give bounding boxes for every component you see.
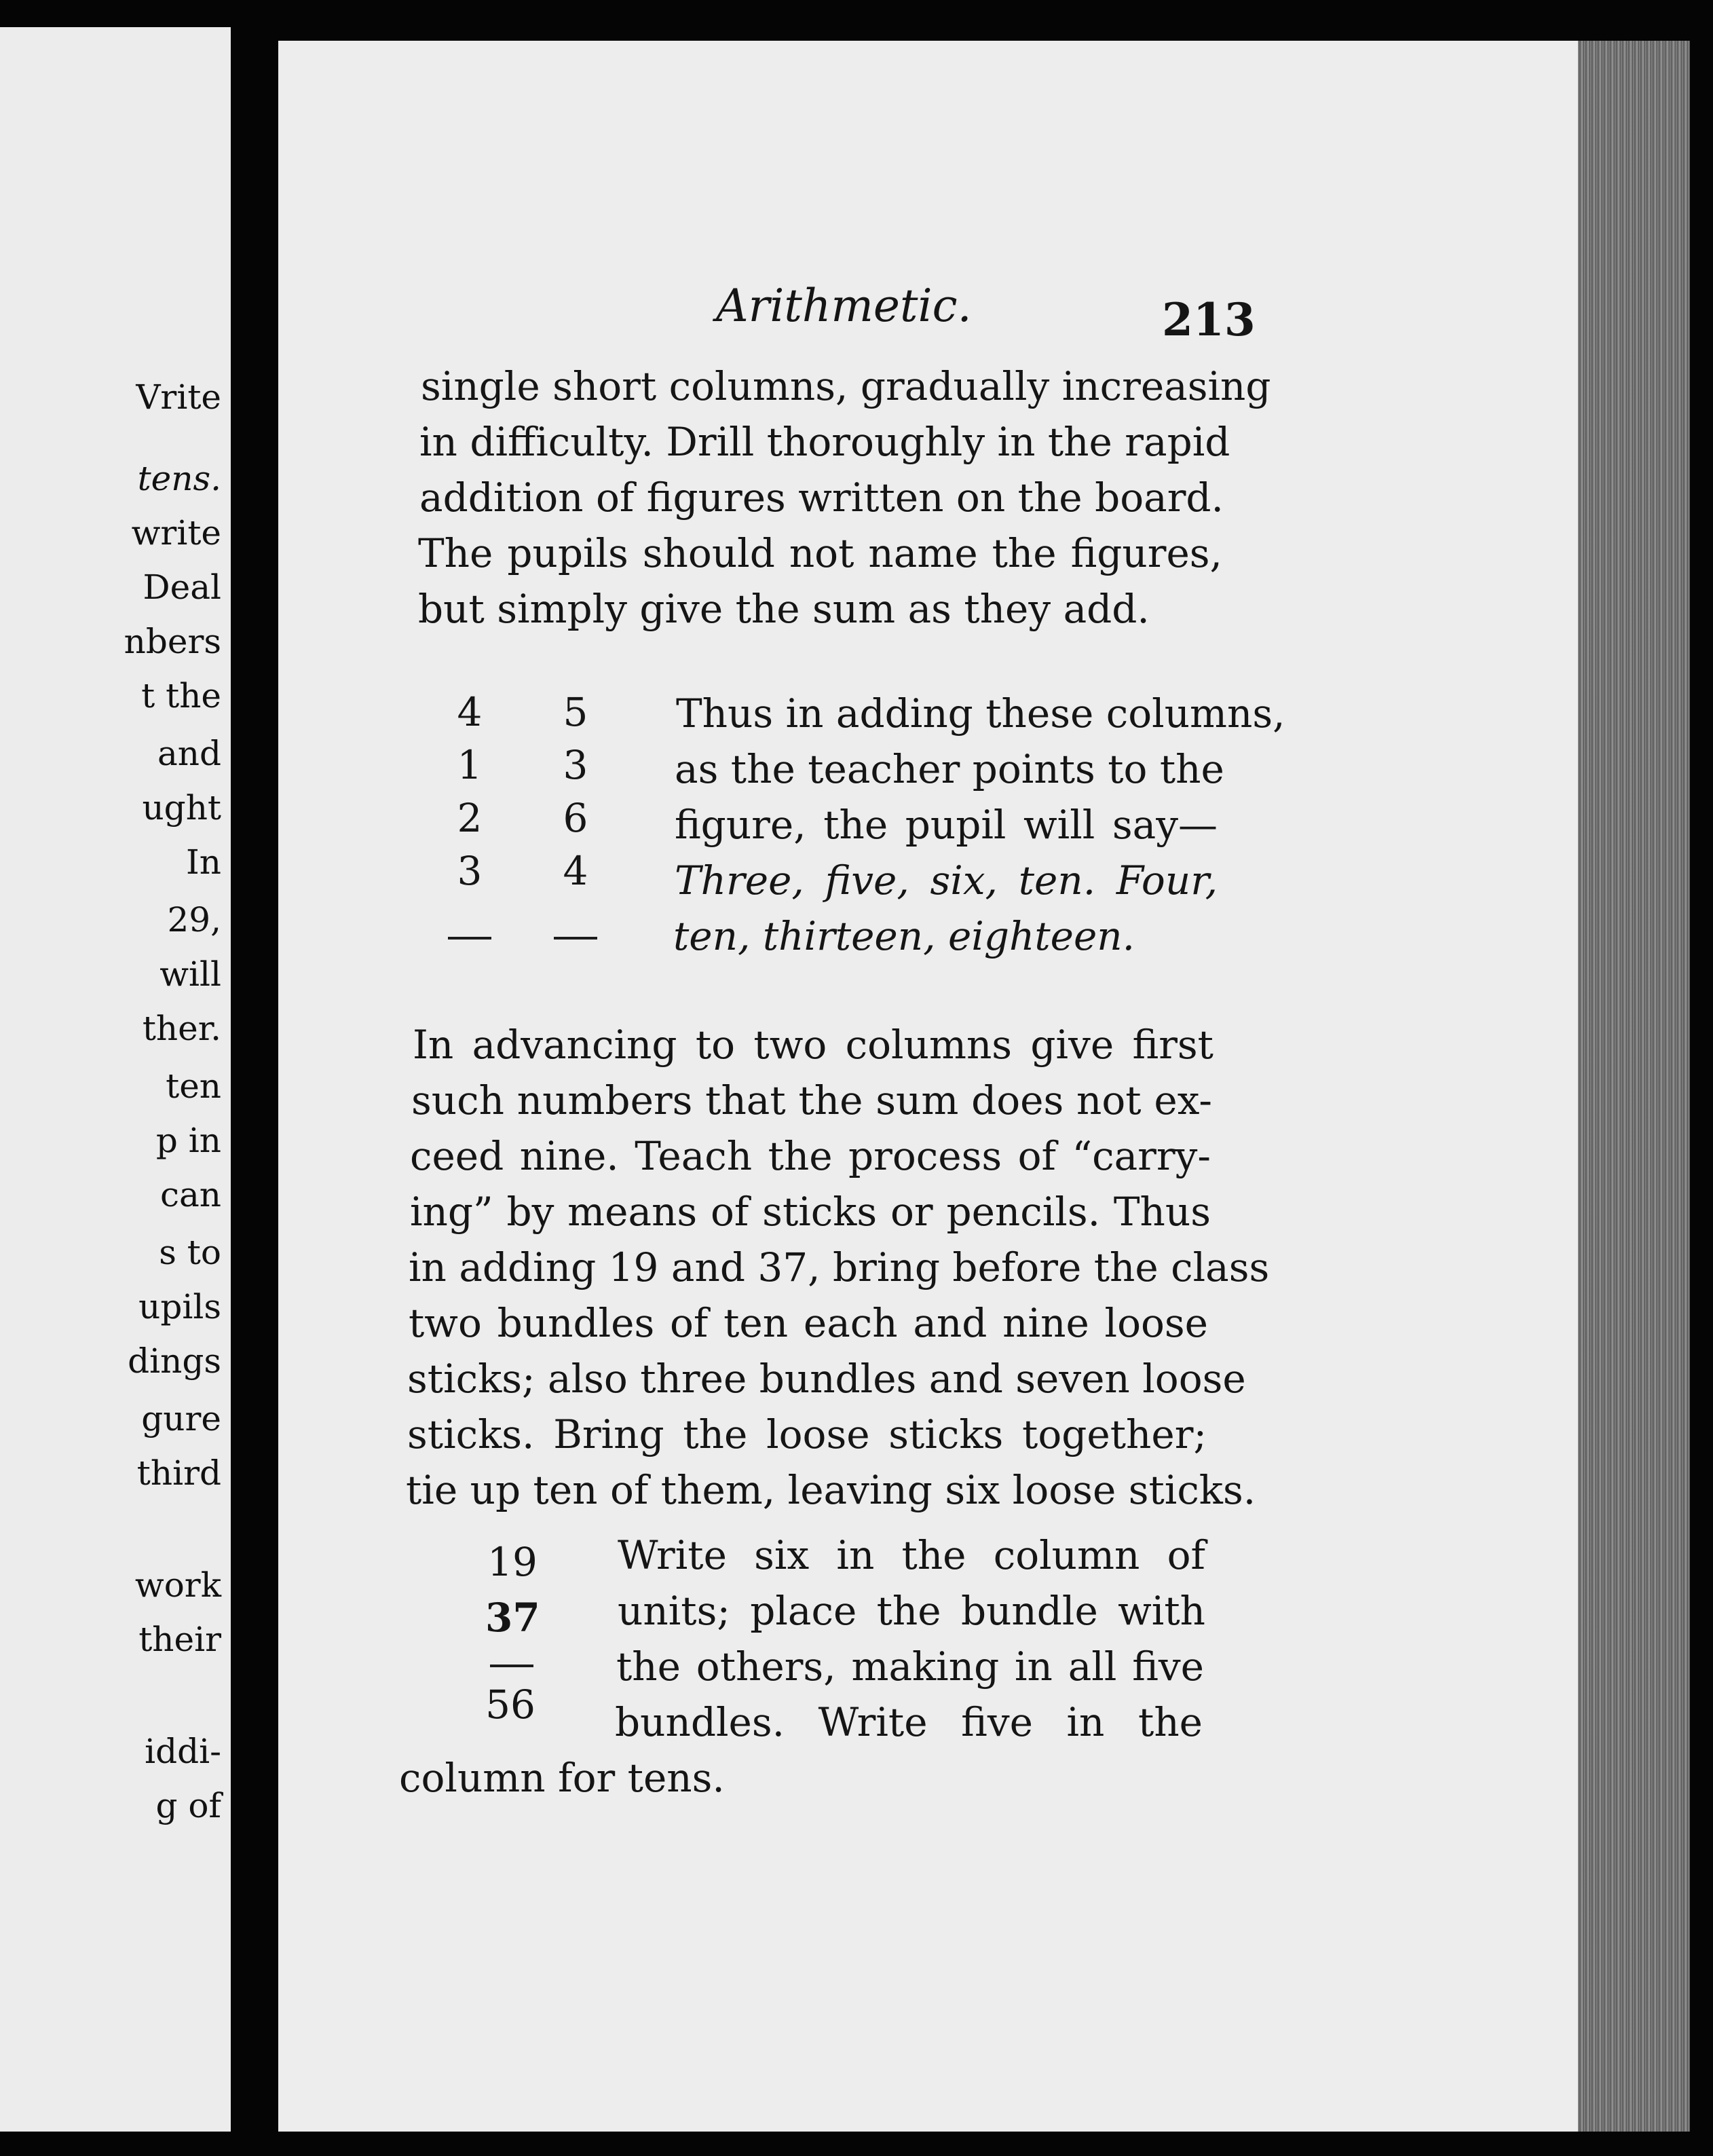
figure-digit: 5	[563, 689, 588, 735]
paragraph-line: ing” by means of sticks or pencils. Thus	[410, 1189, 1211, 1235]
fragment-line: ther.	[142, 1009, 221, 1048]
figure-digit: 6	[563, 795, 588, 841]
example-line: Thus in adding these columns,	[676, 690, 1285, 737]
example-line: bundles. Write five in the	[615, 1699, 1203, 1745]
paragraph-line: single short columns, gradually increasing	[421, 363, 1271, 409]
example-line: Three, five, six, ten. Four,	[675, 857, 1218, 904]
example-line: units; place the bundle with	[618, 1588, 1205, 1634]
fragment-line: 29,	[167, 900, 221, 940]
figure-number: 56	[485, 1681, 535, 1728]
example-line: figure, the pupil will say—	[675, 802, 1218, 848]
running-title: Arithmetic.	[716, 280, 972, 332]
paragraph-line: two bundles of ten each and nine loose	[409, 1300, 1208, 1346]
fragment-line: s to	[159, 1233, 221, 1272]
fragment-line: nbers	[124, 622, 221, 661]
fragment-line: gure	[141, 1399, 221, 1438]
sum-rule	[554, 937, 597, 940]
fragment-line: ught	[142, 788, 221, 828]
example-line: as the teacher points to the	[675, 746, 1224, 792]
fragment-line: write	[131, 513, 221, 553]
figure-digit: 3	[563, 742, 588, 788]
paragraph-line: In advancing to two columns give first	[413, 1022, 1213, 1068]
paragraph-line: ceed nine. Teach the process of “carry-	[410, 1133, 1211, 1179]
fragment-line: and	[157, 734, 221, 773]
example-line: Write six in the column of	[618, 1532, 1205, 1578]
figure-digit: 3	[457, 848, 483, 894]
paragraph-line: column for tens.	[399, 1755, 725, 1801]
figure-number: 19	[487, 1539, 538, 1585]
figure-digit: 4	[457, 689, 483, 735]
fragment-line: Vrite	[136, 377, 221, 417]
paragraph-line: The pupils should not name the figures,	[418, 530, 1222, 576]
page-number: 213	[1162, 293, 1256, 346]
sum-rule	[490, 1665, 533, 1667]
example-line: the others, making in all five	[616, 1643, 1204, 1690]
facing-page-fragment	[0, 27, 231, 2132]
paragraph-line: sticks; also three bundles and seven loose	[407, 1356, 1246, 1402]
fragment-line: In	[186, 842, 221, 882]
fragment-line: will	[159, 954, 221, 994]
sum-rule	[448, 937, 491, 940]
example-line: ten, thirteen, eighteen.	[673, 913, 1135, 959]
page-edges	[1578, 41, 1690, 2132]
fragment-line: g of	[155, 1786, 221, 1825]
fragment-line: tens.	[137, 459, 221, 498]
fragment-line: t the	[141, 676, 221, 715]
fragment-line: can	[159, 1175, 221, 1214]
fragment-line: third	[136, 1453, 221, 1493]
paragraph-line: sticks. Bring the loose sticks together;	[407, 1411, 1207, 1457]
paragraph-line: in adding 19 and 37, bring before the class	[409, 1244, 1270, 1290]
fragment-line: dings	[128, 1341, 221, 1381]
paragraph-line: but simply give the sum as they add.	[418, 586, 1150, 632]
paragraph-line: such numbers that the sum does not ex-	[411, 1077, 1212, 1123]
figure-digit: 2	[457, 795, 483, 841]
figure-number: 37	[485, 1595, 540, 1641]
fragment-line: upils	[138, 1287, 221, 1326]
fragment-line: iddi-	[145, 1732, 221, 1771]
paragraph-line: in difficulty. Drill thoroughly in the rapid	[419, 419, 1230, 465]
figure-digit: 4	[563, 848, 588, 894]
fragment-line: work	[134, 1565, 221, 1605]
figure-digit: 1	[457, 742, 483, 788]
paragraph-line: tie up ten of them, leaving six loose sticks.	[406, 1467, 1256, 1513]
paragraph-line: addition of figures written on the board.	[419, 475, 1224, 521]
fragment-line: Deal	[143, 568, 221, 607]
fragment-line: ten	[166, 1066, 221, 1106]
fragment-line: their	[138, 1620, 221, 1659]
fragment-line: p in	[155, 1121, 221, 1160]
